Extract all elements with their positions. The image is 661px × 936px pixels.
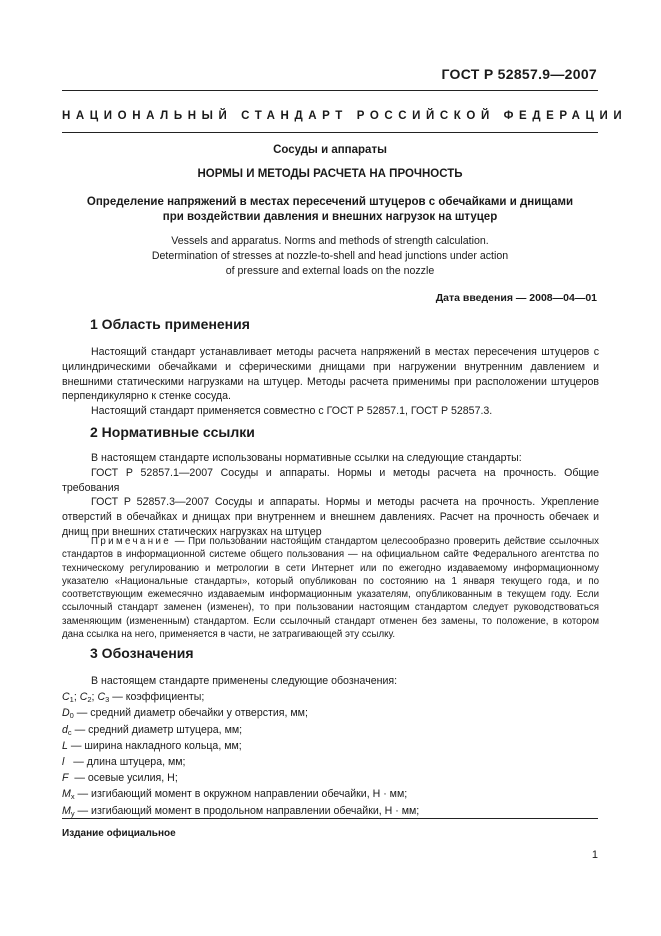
symbols-list [62,673,599,819]
normative-reference-1: ГОСТ Р 52857.1—2007 Сосуды и аппараты. Нормы и методы расчета на прочность. Общие требования [62,466,599,494]
title-subtitle [62,195,598,225]
standard-title: НАЦИОНАЛЬНЫЙ СТАНДАРТ РОССИЙСКОЙ ФЕДЕРАЦИИ [62,110,628,122]
section-2-body [62,451,599,540]
section-1-heading: 1 Область применения [90,316,250,332]
symbol-row: $C_1$; $C_2$; $C_3$ — коэффициенты; [62,691,205,705]
section-2-paragraph-1: В настоящем стандарте использованы нормативные ссылки на следующие стандарты: [91,452,522,464]
symbol-row: $d_c$ — средний диаметр штуцера, мм; [62,723,243,737]
footer-rule [62,818,598,819]
title-subtitle-line-2: при воздействии давления и внешних нагрузок на штуцер [162,211,498,223]
introduction-date: Дата введения — 2008—04—01 [435,292,597,304]
section-2-heading: 2 Нормативные ссылки [90,424,255,440]
symbol-row: $D_0$ — средний диаметр обечайки у отверстия, мм; [62,707,308,721]
symbols-intro: В настоящем стандарте применены следующие обозначения: [91,675,398,687]
note-text: — При пользовании настоящим стандартом целесообразно проверить действие ссылочных стандартов в информационной системе общего пользования — на официальном сайте Федерального агентства по техническому регулированию и метрологии в сети Интернет или по ежегодно издаваемому информационному указателю «Национальные стандарты», который опубликован по состоянию на 1 января текущего года, и по соответствующим ежемесячно издаваемым информационным указателям, опубликованным в текущем году. Если ссылочный стандарт заменен (изменен), то при пользовании настоящим стандартом следует руководствоваться заменяющим (измененным) стандартом. Если ссылочный стандарт отменен без замены, то положение, в котором дана ссылка на него, применяется в части, не затрагивающей эту ссылку. [62,536,599,641]
symbol-row: l — длина штуцера, мм; [62,756,186,769]
english-title-line-3: of pressure and external loads on the nozzle [225,265,435,277]
english-title [62,234,598,279]
section-1-paragraph-1: Настоящий стандарт устанавливает методы расчета напряжений в местах пересечения штуцеров с цилиндрическими обечайками и сферическими днищами при нагружении внутренним давлением и внешними статическими нагрузками на штуцер. Методы расчета применимы при расположении штуцеров перпендикулярно к стенке сосуда. [62,346,599,403]
note-label: Примечание [91,536,172,547]
symbol-row: $M_x$ — изгибающий момент в окружном направлении обечайки, Н · мм; [62,788,408,802]
symbol-row: $M_y$ — изгибающий момент в продольном направлении обечайки, Н · мм; [62,804,420,818]
title-subtitle-line-1: Определение напряжений в местах пересечений штуцеров с обечайками и днищами [86,196,574,208]
header-rule-top [62,90,598,91]
english-title-line-2: Determination of stresses at nozzle-to-shell and head junctions under action [151,250,509,262]
title-line-2: НОРМЫ И МЕТОДЫ РАСЧЕТА НА ПРОЧНОСТЬ [197,168,463,180]
english-title-line-1: Vessels and apparatus. Norms and methods of strength calculation. [171,235,489,247]
section-2-note [62,535,599,641]
title-line-1: Сосуды и аппараты [273,144,387,156]
header-rule-bottom [62,132,598,133]
section-1-paragraph-2: Настоящий стандарт применяется совместно с ГОСТ Р 52857.1, ГОСТ Р 52857.3. [91,405,493,418]
section-1-body [62,345,599,419]
normative-reference-2: ГОСТ Р 52857.3—2007 Сосуды и аппараты. Нормы и методы расчета на прочность. Укрепление отверстий в обечайках и днищах при внутреннем и внешнем давлениях. Расчет на прочность обечаек и днищ при внешних статических нагрузках на штуцер [62,496,599,538]
section-3-heading: 3 Обозначения [90,645,194,661]
edition-label: Издание официальное [62,828,176,839]
symbol-row: F — осевые усилия, Н; [62,772,178,785]
document-number: ГОСТ Р 52857.9—2007 [441,66,597,82]
page-number: 1 [591,849,598,861]
symbol-row: L — ширина накладного кольца, мм; [62,739,242,752]
